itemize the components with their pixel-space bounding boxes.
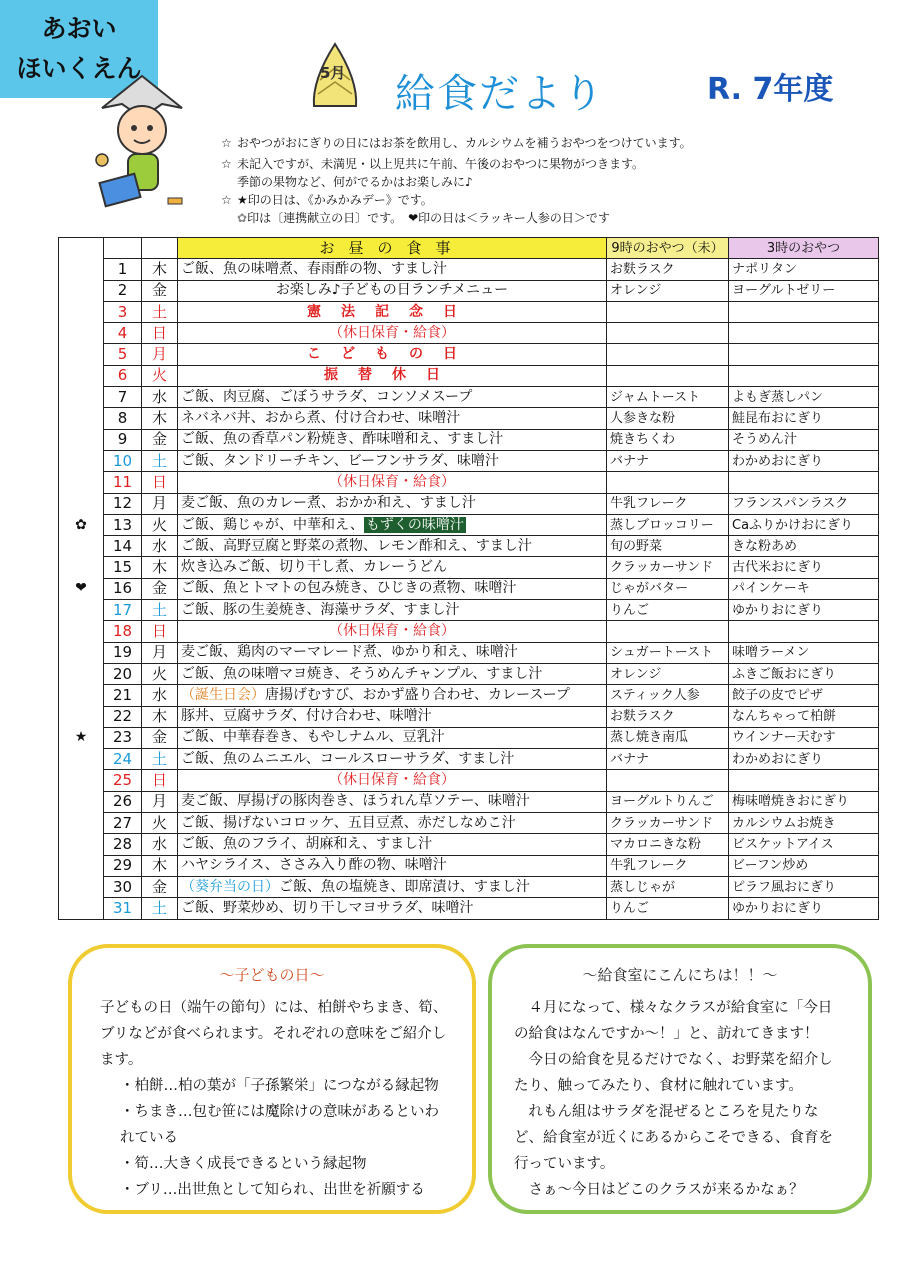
weekday-cell: 木 bbox=[142, 408, 178, 429]
day-mark-icon bbox=[59, 408, 104, 429]
may-badge-text: 5月 bbox=[320, 64, 346, 82]
lunch-text: ネバネバ丼、おから煮、付け合わせ、味噌汁 bbox=[181, 410, 461, 427]
lunch-text: ご飯、豚の生姜焼き、海藻サラダ、すまし汁 bbox=[181, 601, 460, 618]
day-mark-icon bbox=[59, 663, 104, 684]
date-cell: 9 bbox=[104, 429, 142, 450]
lunch-text: （休日保育・給食） bbox=[329, 772, 455, 789]
table-row bbox=[59, 663, 879, 684]
lunch-cell bbox=[178, 642, 607, 663]
date-cell: 5 bbox=[104, 344, 142, 365]
lunch-cell bbox=[178, 365, 607, 386]
weekday-cell: 水 bbox=[142, 536, 178, 557]
afternoon-snack-cell: よもぎ蒸しパン bbox=[729, 387, 879, 408]
weekday-cell: 火 bbox=[142, 514, 178, 535]
table-row bbox=[59, 472, 879, 493]
lunch-text: ご飯、高野豆腐と野菜の煮物、レモン酢和え、すまし汁 bbox=[181, 537, 532, 554]
weekday-cell: 水 bbox=[142, 387, 178, 408]
note-line: ☆ おやつがおにぎりの日にはお茶を飲用し、カルシウムを補うおやつをつけています。 bbox=[221, 136, 692, 150]
date-cell: 24 bbox=[104, 749, 142, 770]
day-mark-icon bbox=[59, 855, 104, 876]
table-row bbox=[59, 578, 879, 599]
day-mark-icon: ★ bbox=[59, 727, 104, 748]
list-item: ・筍…大きく成長できるという縁起物 bbox=[120, 1156, 367, 1172]
morning-snack-cell: りんご bbox=[607, 898, 729, 919]
page-title: 給食だより bbox=[395, 71, 605, 117]
lunch-cell bbox=[178, 259, 607, 280]
morning-snack-cell bbox=[607, 344, 729, 365]
day-mark-icon bbox=[59, 791, 104, 812]
morning-snack-cell bbox=[607, 472, 729, 493]
weekday-cell: 日 bbox=[142, 621, 178, 642]
day-mark-icon bbox=[59, 323, 104, 344]
afternoon-snack-cell: ヨーグルトゼリー bbox=[729, 280, 879, 301]
day-mark-icon bbox=[59, 706, 104, 727]
day-mark-icon bbox=[59, 685, 104, 706]
morning-snack-cell: オレンジ bbox=[607, 663, 729, 684]
lunch-cell bbox=[178, 514, 607, 535]
day-mark-icon bbox=[59, 259, 104, 280]
date-cell: 29 bbox=[104, 855, 142, 876]
weekday-cell: 土 bbox=[142, 749, 178, 770]
lunch-cell bbox=[178, 429, 607, 450]
day-mark-icon bbox=[59, 387, 104, 408]
lunch-text: 憲法記念日 bbox=[307, 303, 477, 320]
day-mark-icon bbox=[59, 301, 104, 322]
table-row bbox=[59, 280, 879, 301]
weekday-cell: 金 bbox=[142, 727, 178, 748]
afternoon-snack-cell: きな粉あめ bbox=[729, 536, 879, 557]
weekday-cell: 日 bbox=[142, 472, 178, 493]
lunch-cell bbox=[178, 663, 607, 684]
table-row bbox=[59, 408, 879, 429]
date-cell: 27 bbox=[104, 813, 142, 834]
fiscal-year: R. 7年度 bbox=[707, 72, 834, 107]
note-line: ✿印は〔連携献立の日〕です。 ❤印の日は＜ラッキー人参の日＞です bbox=[237, 211, 610, 225]
table-row bbox=[59, 493, 879, 514]
afternoon-snack-cell: ナポリタン bbox=[729, 259, 879, 280]
morning-snack-cell: 蒸し焼き南瓜 bbox=[607, 727, 729, 748]
afternoon-snack-cell bbox=[729, 770, 879, 791]
lunch-text: 麦ご飯、魚のカレー煮、おかか和え、すまし汁 bbox=[181, 495, 476, 512]
lunch-text: 振替休日 bbox=[324, 367, 460, 384]
morning-snack-cell: バナナ bbox=[607, 450, 729, 471]
day-mark-icon bbox=[59, 834, 104, 855]
table-row bbox=[59, 813, 879, 834]
day-mark-icon bbox=[59, 536, 104, 557]
weekday-cell: 月 bbox=[142, 493, 178, 514]
table-row bbox=[59, 749, 879, 770]
afternoon-snack-cell: なんちゃって柏餅 bbox=[729, 706, 879, 727]
lunch-text: 豚丼、豆腐サラダ、付け合わせ、味噌汁 bbox=[181, 708, 432, 725]
lunch-text: ご飯、魚の味噌マヨ焼き、そうめんチャンプル、すまし汁 bbox=[181, 665, 543, 682]
afternoon-snack-cell: ウインナー天むす bbox=[729, 727, 879, 748]
weekday-cell: 月 bbox=[142, 642, 178, 663]
lunch-cell bbox=[178, 706, 607, 727]
weekday-cell: 火 bbox=[142, 663, 178, 684]
lunch-text: 麦ご飯、厚揚げの豚肉巻き、ほうれん草ソテー、味噌汁 bbox=[181, 793, 530, 810]
date-cell: 4 bbox=[104, 323, 142, 344]
afternoon-snack-cell: 味噌ラーメン bbox=[729, 642, 879, 663]
lunch-cell bbox=[178, 855, 607, 876]
day-mark-icon bbox=[59, 557, 104, 578]
weekday-cell: 木 bbox=[142, 259, 178, 280]
lunch-cell bbox=[178, 387, 607, 408]
afternoon-snack-cell: Caふりかけおにぎり bbox=[729, 514, 879, 535]
morning-snack-cell bbox=[607, 323, 729, 344]
afternoon-snack-cell: わかめおにぎり bbox=[729, 450, 879, 471]
morning-snack-cell: クラッカーサンド bbox=[607, 557, 729, 578]
box2-paragraph: さぁ～今日はどこのクラスが来るかなぁ？ bbox=[528, 1182, 804, 1198]
table-row bbox=[59, 898, 879, 919]
day-mark-icon: ❤ bbox=[59, 578, 104, 599]
table-row bbox=[59, 429, 879, 450]
morning-snack-cell: 牛乳フレーク bbox=[607, 493, 729, 514]
morning-snack-cell: ジャムトースト bbox=[607, 387, 729, 408]
date-cell: 8 bbox=[104, 408, 142, 429]
morning-snack-cell: じゃがバター bbox=[607, 578, 729, 599]
school-name-line1: あおい bbox=[41, 14, 117, 43]
afternoon-snack-cell bbox=[729, 323, 879, 344]
note-line: 季節の果物など、何がでるかはお楽しみに♪ bbox=[237, 175, 473, 189]
day-mark-icon bbox=[59, 280, 104, 301]
date-cell: 7 bbox=[104, 387, 142, 408]
date-cell: 11 bbox=[104, 472, 142, 493]
weekday-cell: 水 bbox=[142, 685, 178, 706]
table-row bbox=[59, 834, 879, 855]
lunch-cell bbox=[178, 578, 607, 599]
day-mark-icon bbox=[59, 621, 104, 642]
lunch-cell bbox=[178, 898, 607, 919]
notes bbox=[221, 134, 692, 227]
lunch-text: 炊き込みご飯、切り干し煮、カレーうどん bbox=[181, 559, 447, 576]
afternoon-snack-cell: 梅味噌焼きおにぎり bbox=[729, 791, 879, 812]
date-cell: 12 bbox=[104, 493, 142, 514]
lunch-text: ご飯、魚とトマトの包み焼き、ひじきの煮物、味噌汁 bbox=[181, 580, 517, 597]
lunch-cell bbox=[178, 450, 607, 471]
lunch-text: ご飯、野菜炒め、切り干しマヨサラダ、味噌汁 bbox=[181, 899, 474, 916]
weekday-cell: 木 bbox=[142, 557, 178, 578]
lunch-text: 唐揚げむすび、おかず盛り合わせ、カレースープ bbox=[265, 686, 570, 703]
lunch-text: （休日保育・給食） bbox=[329, 473, 455, 490]
date-cell: 6 bbox=[104, 365, 142, 386]
morning-snack-cell: バナナ bbox=[607, 749, 729, 770]
lunch-cell bbox=[178, 791, 607, 812]
box1-intro: 子どもの日（端午の節句）には、柏餅やちまき、筍、ブリなどが食べられます。それぞれの意味をご紹介します。 bbox=[100, 1000, 448, 1068]
kyushokushitsu-box bbox=[488, 944, 872, 1214]
date-cell: 2 bbox=[104, 280, 142, 301]
morning-snack-cell bbox=[607, 770, 729, 791]
date-cell: 14 bbox=[104, 536, 142, 557]
day-mark-icon bbox=[59, 642, 104, 663]
afternoon-snack-cell: 餃子の皮でピザ bbox=[729, 685, 879, 706]
table-row bbox=[59, 855, 879, 876]
lunch-text: ご飯、魚の香草パン粉焼き、酢味噌和え、すまし汁 bbox=[181, 431, 504, 448]
date-cell: 19 bbox=[104, 642, 142, 663]
lunch-cell bbox=[178, 834, 607, 855]
day-mark-icon bbox=[59, 749, 104, 770]
lunch-cell bbox=[178, 536, 607, 557]
afternoon-snack-cell: ビーフン炒め bbox=[729, 855, 879, 876]
afternoon-snack-cell bbox=[729, 365, 879, 386]
lunch-text: ご飯、魚のフライ、胡麻和え、すまし汁 bbox=[181, 835, 433, 852]
weekday-cell: 木 bbox=[142, 706, 178, 727]
morning-snack-cell: クラッカーサンド bbox=[607, 813, 729, 834]
table-row bbox=[59, 876, 879, 897]
date-cell: 10 bbox=[104, 450, 142, 471]
table-row bbox=[59, 536, 879, 557]
morning-snack-cell bbox=[607, 621, 729, 642]
day-mark-icon: ✿ bbox=[59, 514, 104, 535]
afternoon-snack-cell: フランスパンラスク bbox=[729, 493, 879, 514]
afternoon-snack-cell: わかめおにぎり bbox=[729, 749, 879, 770]
date-cell: 23 bbox=[104, 727, 142, 748]
weekday-cell: 金 bbox=[142, 429, 178, 450]
morning-snack-cell: 蒸しブロッコリー bbox=[607, 514, 729, 535]
table-row bbox=[59, 642, 879, 663]
afternoon-snack-cell: ゆかりおにぎり bbox=[729, 600, 879, 621]
day-mark-icon bbox=[59, 813, 104, 834]
table-row bbox=[59, 557, 879, 578]
afternoon-snack-cell bbox=[729, 301, 879, 322]
box2-paragraph: れもん組はサラダを混ぜるところを見たりなど、給食室が近くにあるからこそできる、食育を行っています。 bbox=[514, 1104, 833, 1172]
date-cell: 28 bbox=[104, 834, 142, 855]
lunch-cell bbox=[178, 408, 607, 429]
child-illustration bbox=[92, 68, 192, 218]
afternoon-snack-cell: 鮭昆布おにぎり bbox=[729, 408, 879, 429]
morning-snack-cell: 焼きちくわ bbox=[607, 429, 729, 450]
table-row bbox=[59, 387, 879, 408]
header-morning-snack: 9時のおやつ（未） bbox=[607, 238, 729, 259]
renkei-flower-icon: ✿ bbox=[237, 211, 248, 225]
lunch-cell bbox=[178, 557, 607, 578]
date-cell: 16 bbox=[104, 578, 142, 599]
table-row bbox=[59, 685, 879, 706]
lunch-cell bbox=[178, 472, 607, 493]
day-mark-icon bbox=[59, 429, 104, 450]
weekday-cell: 土 bbox=[142, 301, 178, 322]
weekday-cell: 月 bbox=[142, 344, 178, 365]
morning-snack-cell: ヨーグルトりんご bbox=[607, 791, 729, 812]
table-row bbox=[59, 450, 879, 471]
day-mark-icon bbox=[59, 898, 104, 919]
afternoon-snack-cell: ピラフ風おにぎり bbox=[729, 876, 879, 897]
date-cell: 3 bbox=[104, 301, 142, 322]
afternoon-snack-cell: カルシウムお焼き bbox=[729, 813, 879, 834]
afternoon-snack-cell bbox=[729, 472, 879, 493]
list-item: ・ちまき…包む笹には魔除けの意味があるといわれている bbox=[120, 1104, 439, 1146]
lunch-text: ご飯、魚の味噌煮、春雨酢の物、すまし汁 bbox=[181, 260, 447, 277]
date-cell: 25 bbox=[104, 770, 142, 791]
date-cell: 18 bbox=[104, 621, 142, 642]
weekday-cell: 金 bbox=[142, 578, 178, 599]
date-cell: 30 bbox=[104, 876, 142, 897]
weekday-cell: 月 bbox=[142, 791, 178, 812]
afternoon-snack-cell bbox=[729, 344, 879, 365]
menu-body bbox=[59, 259, 879, 919]
afternoon-snack-cell: パインケーキ bbox=[729, 578, 879, 599]
day-mark-icon bbox=[59, 450, 104, 471]
morning-snack-cell: 人参きな粉 bbox=[607, 408, 729, 429]
morning-snack-cell: マカロニきな粉 bbox=[607, 834, 729, 855]
date-cell: 17 bbox=[104, 600, 142, 621]
day-mark-icon bbox=[59, 493, 104, 514]
day-mark-icon bbox=[59, 770, 104, 791]
date-cell: 26 bbox=[104, 791, 142, 812]
highlight-dish: もずくの味噌汁 bbox=[365, 516, 464, 533]
table-row bbox=[59, 706, 879, 727]
morning-snack-cell bbox=[607, 301, 729, 322]
lunch-text: ご飯、肉豆腐、ごぼうサラダ、コンソメスープ bbox=[181, 388, 473, 405]
list-item: ・ブリ…出世魚として知られ、出世を祈願する bbox=[120, 1182, 425, 1198]
weekday-cell: 水 bbox=[142, 834, 178, 855]
morning-snack-cell: 牛乳フレーク bbox=[607, 855, 729, 876]
weekday-cell: 火 bbox=[142, 365, 178, 386]
afternoon-snack-cell: 古代米おにぎり bbox=[729, 557, 879, 578]
event-tag: （葵弁当の日） bbox=[181, 878, 279, 895]
lunch-cell bbox=[178, 770, 607, 791]
date-cell: 20 bbox=[104, 663, 142, 684]
morning-snack-cell: スティック人参 bbox=[607, 685, 729, 706]
lunch-text: ご飯、中華春巻き、もやしナムル、豆乳汁 bbox=[181, 729, 445, 746]
lunch-text: ご飯、揚げないコロッケ、五目豆煮、赤だしなめこ汁 bbox=[181, 814, 516, 831]
lunch-text: ご飯、魚のムニエル、コールスローサラダ、すまし汁 bbox=[181, 750, 515, 767]
header-lunch: お昼の食事 bbox=[178, 238, 607, 259]
table-header-row bbox=[59, 238, 879, 259]
day-mark-icon bbox=[59, 365, 104, 386]
morning-snack-cell bbox=[607, 365, 729, 386]
event-tag: （誕生日会） bbox=[181, 686, 265, 703]
list-item: ・柏餅…柏の葉が「子孫繁栄」につながる縁起物 bbox=[120, 1078, 439, 1094]
date-cell: 31 bbox=[104, 898, 142, 919]
morning-snack-cell: お麩ラスク bbox=[607, 259, 729, 280]
morning-snack-cell: りんご bbox=[607, 600, 729, 621]
lunch-cell bbox=[178, 344, 607, 365]
weekday-cell: 日 bbox=[142, 770, 178, 791]
morning-snack-cell: 蒸しじゃが bbox=[607, 876, 729, 897]
afternoon-snack-cell: ビスケットアイス bbox=[729, 834, 879, 855]
weekday-cell: 金 bbox=[142, 280, 178, 301]
weekday-cell: 火 bbox=[142, 813, 178, 834]
lunch-text: ご飯、魚の塩焼き、即席漬け、すまし汁 bbox=[279, 878, 530, 895]
box1-title: ～子どもの日～ bbox=[219, 966, 325, 984]
table-row bbox=[59, 344, 879, 365]
lunch-text: （休日保育・給食） bbox=[329, 622, 455, 639]
box2-title: ～給食室にこんにちは！！～ bbox=[582, 966, 778, 984]
weekday-cell: 金 bbox=[142, 876, 178, 897]
lunch-cell bbox=[178, 727, 607, 748]
date-cell: 1 bbox=[104, 259, 142, 280]
weekday-cell: 土 bbox=[142, 450, 178, 471]
table-row bbox=[59, 727, 879, 748]
lunch-text: ご飯、鶏じゃが、中華和え、 bbox=[181, 516, 364, 533]
date-cell: 15 bbox=[104, 557, 142, 578]
date-cell: 13 bbox=[104, 514, 142, 535]
afternoon-snack-cell: ふきご飯おにぎり bbox=[729, 663, 879, 684]
table-row bbox=[59, 621, 879, 642]
lunch-cell bbox=[178, 621, 607, 642]
lunch-text: こどもの日 bbox=[307, 346, 477, 363]
date-cell: 21 bbox=[104, 685, 142, 706]
table-row bbox=[59, 791, 879, 812]
lunch-cell bbox=[178, 280, 607, 301]
afternoon-snack-cell bbox=[729, 621, 879, 642]
lunch-cell bbox=[178, 749, 607, 770]
weekday-cell: 土 bbox=[142, 898, 178, 919]
table-row bbox=[59, 514, 879, 535]
morning-snack-cell: お麩ラスク bbox=[607, 706, 729, 727]
box2-paragraph: ４月になって、様々なクラスが給食室に「今日の給食はなんですか～！」と、訪れてきます！ bbox=[514, 1000, 833, 1042]
day-mark-icon bbox=[59, 344, 104, 365]
note-line: ☆ ★印の日は、《かみかみデー》です。 bbox=[221, 193, 433, 207]
kodomo-no-hi-box bbox=[68, 944, 476, 1214]
box1-list bbox=[120, 1073, 452, 1203]
table-row bbox=[59, 770, 879, 791]
weekday-cell: 木 bbox=[142, 855, 178, 876]
afternoon-snack-cell: そうめん汁 bbox=[729, 429, 879, 450]
weekday-cell: 日 bbox=[142, 323, 178, 344]
table-row bbox=[59, 600, 879, 621]
lunch-cell bbox=[178, 600, 607, 621]
note-line: ☆ 未記入ですが、未満児・以上児共に午前、午後のおやつに果物がつきます。 bbox=[221, 157, 645, 171]
morning-snack-cell: シュガートースト bbox=[607, 642, 729, 663]
menu-table bbox=[58, 237, 879, 920]
table-row bbox=[59, 259, 879, 280]
lunch-cell bbox=[178, 323, 607, 344]
school-name-line2: ほいくえん bbox=[16, 54, 142, 83]
lunch-cell bbox=[178, 876, 607, 897]
morning-snack-cell: オレンジ bbox=[607, 280, 729, 301]
header-afternoon-snack: 3時のおやつ bbox=[729, 238, 879, 259]
day-mark-icon bbox=[59, 472, 104, 493]
day-mark-icon bbox=[59, 876, 104, 897]
lunch-text: ハヤシライス、ささみ入り酢の物、味噌汁 bbox=[181, 857, 447, 874]
day-mark-icon bbox=[59, 600, 104, 621]
lunch-text: ご飯、タンドリーチキン、ビーフンサラダ、味噌汁 bbox=[181, 452, 499, 469]
table-row bbox=[59, 301, 879, 322]
lunch-cell bbox=[178, 685, 607, 706]
lunch-cell bbox=[178, 493, 607, 514]
table-row bbox=[59, 323, 879, 344]
date-cell: 22 bbox=[104, 706, 142, 727]
lunch-cell bbox=[178, 301, 607, 322]
lunch-text: （休日保育・給食） bbox=[329, 324, 455, 341]
lunch-cell bbox=[178, 813, 607, 834]
table-row bbox=[59, 365, 879, 386]
lunch-text: 麦ご飯、鶏肉のマーマレード煮、ゆかり和え、味噌汁 bbox=[181, 644, 518, 661]
weekday-cell: 土 bbox=[142, 600, 178, 621]
lunch-text: お楽しみ♪子どもの日ランチメニュー bbox=[275, 282, 509, 299]
afternoon-snack-cell: ゆかりおにぎり bbox=[729, 898, 879, 919]
morning-snack-cell: 旬の野菜 bbox=[607, 536, 729, 557]
box2-paragraph: 今日の給食を見るだけでなく、お野菜を紹介したり、触ってみたり、食材に触れています。 bbox=[514, 1052, 833, 1094]
